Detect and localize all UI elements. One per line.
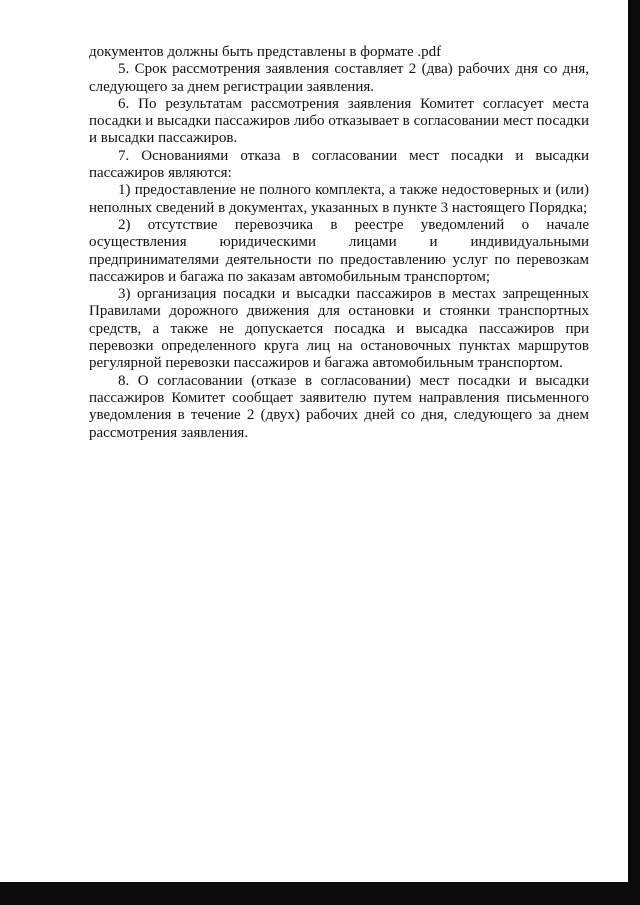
paragraph-continuation: документов должны быть представлены в формате .pdf — [89, 44, 442, 60]
subitem-1: 1) предоставление не полного комплекта, а также недостоверных и (или) неполных сведений в документах, указанных в пункте 3 настоящего Порядка; — [89, 182, 589, 216]
paragraph-item-7: 7. Основаниями отказа в согласовании мест посадки и высадки пассажиров являются: — [89, 147, 589, 182]
paragraph-item-5: 5. Срок рассмотрения заявления составляет 2 (два) рабочих дня со дня, следующего за днем регистрации заявления. — [89, 61, 589, 95]
scan-bottom-border — [0, 882, 640, 905]
document-body — [89, 44, 589, 442]
subitem-2: 2) отсутствие перевозчика в реестре уведомлений о начале осуществления юридическими лицами и индивидуальными предпринимателями деятельности по предоставлению услуг по перевозкам пассажиров и багажа по заказам автомобильным транспортом; — [89, 216, 589, 285]
subitem-3: 3) организация посадки и высадки пассажиров в местах запрещенных Правилами дорожного движения для остановки и стоянки транспортных средств, а также не допускается посадка и высадка пассажиров при перевозки определенного круга лиц на остановочных пунктах маршрутов регулярной перевозки пассажиров и багажа автомобильным транспортом. — [89, 286, 589, 372]
paragraph-item-6: 6. По результатам рассмотрения заявления Комитет согласует места посадки и высадки пассажиров либо отказывает в согласовании мест посадки и высадки пассажиров. — [89, 95, 589, 147]
paragraph-item-8: 8. О согласовании (отказе в согласовании) мест посадки и высадки пассажиров Комитет сообщает заявителю путем направления письменного уведомления в течение 2 (двух) рабочих дней со дня, следующего за днем рассмотрения заявления. — [89, 372, 589, 441]
scan-right-border — [628, 0, 640, 905]
